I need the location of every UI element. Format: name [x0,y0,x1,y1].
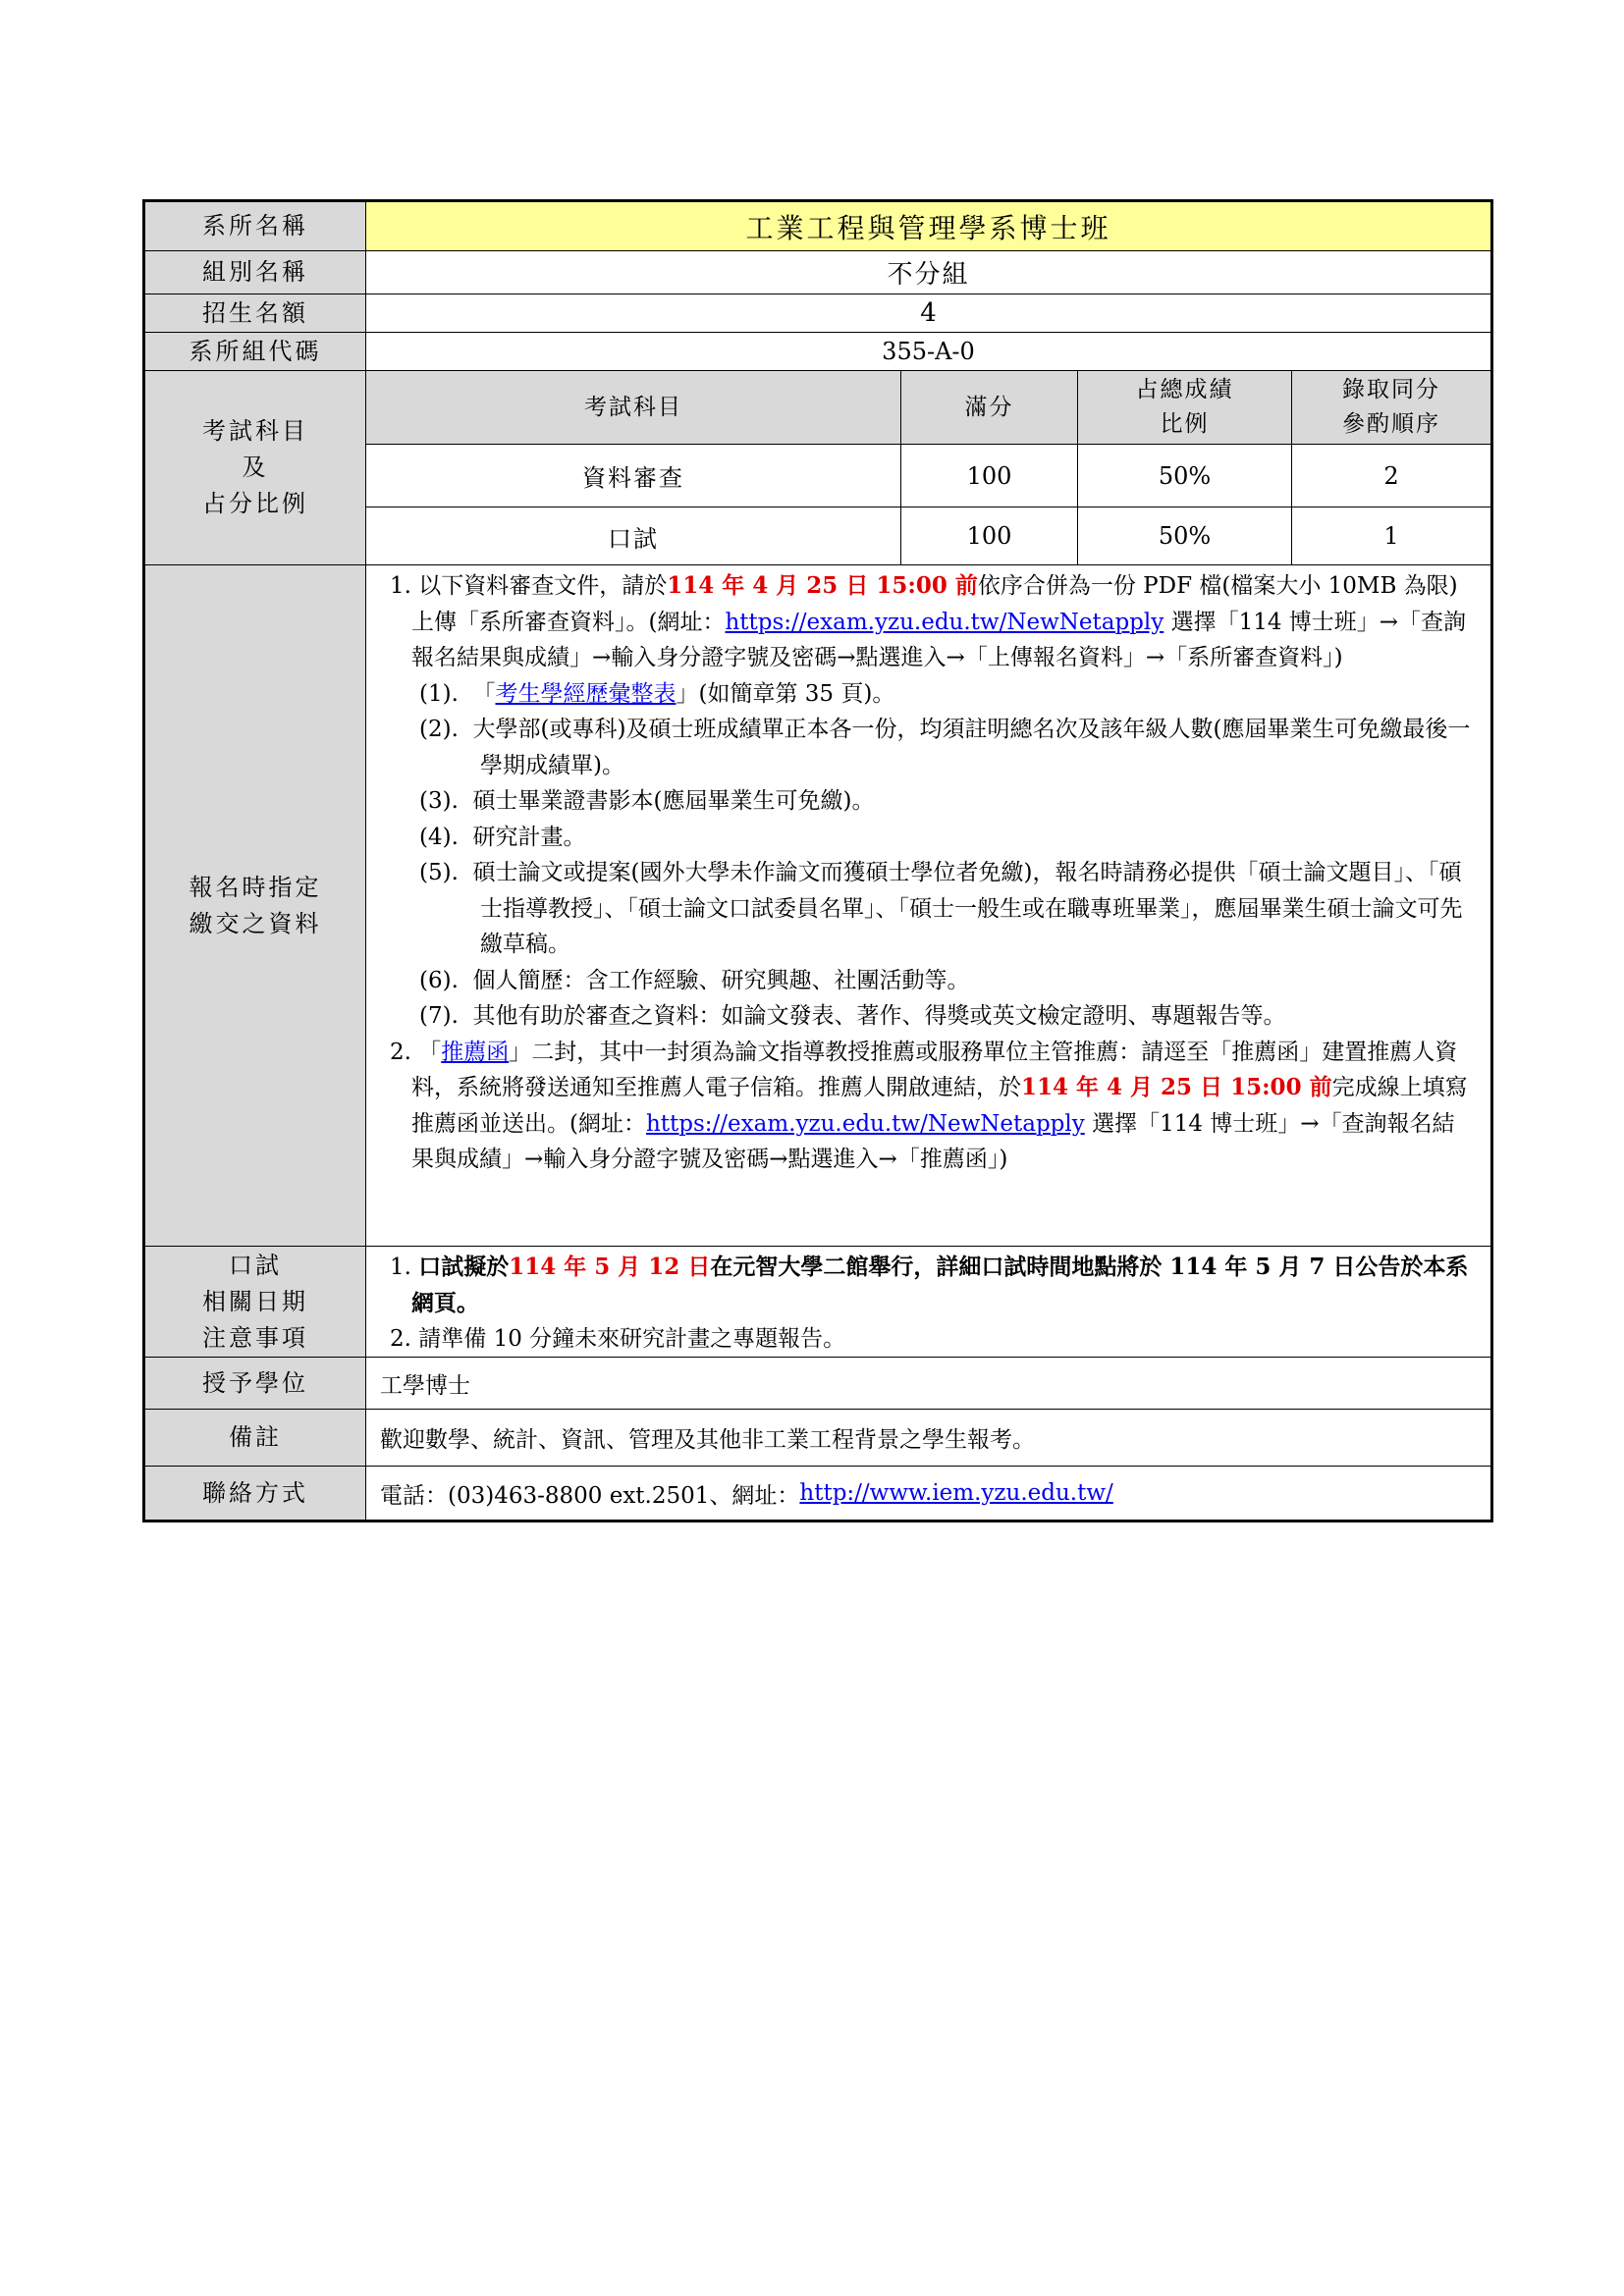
sub-item-number: (2). [419,717,459,742]
exam-header-subject: 考試科目 [366,371,901,445]
exam-label [145,371,366,565]
exam-label-line-1: 考試科目 [202,417,308,445]
admission-info-table [142,199,1493,1522]
materials-item-1 [380,568,1477,676]
sub-item-1 [380,676,1477,713]
oral-label-line-2: 相關日期 [202,1287,308,1315]
sub-item-text: 個人簡歷：含工作經驗、研究興趣、社團活動等。 [472,967,970,993]
contact-value [366,1467,1490,1520]
oral-label [145,1247,366,1358]
sub-item-7 [380,998,1477,1035]
item-text: 選擇「114 博士班」→「查詢報名結果與成績」→輸入身分證字號及密碼→點選進入→「上傳報名資料」→「系所審查資料」) [411,609,1467,670]
materials-item-2 [380,1035,1477,1178]
item-text: 以下資料審查文件，請於 [418,573,668,599]
oral-label-line-1: 口試 [229,1251,282,1279]
exam-label-line-2: 及 [242,454,269,481]
oral-item-1 [380,1250,1477,1321]
oral-content [366,1247,1490,1358]
exam-header-ratio-line-1: 占總成績 [1135,377,1234,402]
sub-item-number: (6). [419,967,459,993]
sub-item-2 [380,712,1477,783]
item-text: 完成線上填寫推薦函並送出。(網址： [411,1075,1468,1137]
department-name: 工業工程與管理學系博士班 [366,202,1490,251]
exam-row-2-ratio: 50% [1078,507,1292,565]
sub-item-text: 其他有助於審查之資料：如論文發表、著作、得獎或英文檢定證明、專題報告等。 [472,1003,1286,1029]
item-number: 2. [390,1039,411,1065]
exam-row-2-full-score: 100 [901,507,1078,565]
exam-row-2-priority: 1 [1292,507,1490,565]
exam-label-line-3: 占分比例 [202,490,308,517]
resume-summary-link[interactable]: 考生學經歷彙整表 [495,680,677,707]
materials-content [366,565,1490,1247]
item-text: 依序合併為一份 PDF 檔(檔案大小 10MB 為限) 上傳「系所審查資料」。(網址： [411,573,1458,635]
sub-item-5 [380,855,1477,963]
department-label: 系所名稱 [145,202,366,251]
contact-label: 聯絡方式 [145,1467,366,1520]
oral-date-highlight: 114 年 5 月 12 日 [509,1254,711,1280]
exam-row-1-full-score: 100 [901,445,1078,507]
recommendation-letter-link[interactable]: 推薦函 [441,1039,510,1065]
materials-label-line-1: 報名時指定 [189,873,322,901]
item-number: 1. [390,1255,411,1280]
exam-header-priority-line-1: 錄取同分 [1342,377,1440,402]
exam-row-2-subject: 口試 [366,507,901,565]
sub-item-number: (5). [419,860,459,885]
netapply-link[interactable]: https://exam.yzu.edu.tw/NewNetapply [725,609,1164,635]
exam-header-priority-line-2: 參酌順序 [1342,411,1440,437]
sub-item-text: 「 [472,680,496,707]
oral-label-line-3: 注意事項 [202,1323,308,1352]
item-text: 「 [418,1039,442,1065]
exam-row-1-priority: 2 [1292,445,1490,507]
netapply-link[interactable]: https://exam.yzu.edu.tw/NewNetapply [645,1110,1085,1137]
sub-item-4 [380,820,1477,856]
sub-item-number: (7). [419,1003,459,1029]
sub-item-3 [380,783,1477,820]
quota-label: 招生名額 [145,294,366,333]
sub-item-number: (1). [419,680,459,707]
deadline-highlight: 114 年 4 月 25 日 15:00 前 [1021,1074,1332,1100]
item-text: 口試擬於 [418,1254,510,1280]
item-text: 在元智大學二館舉行，詳細口試時間地點將於 114 年 5 月 7 日公告於本系網頁。 [411,1254,1469,1316]
quota-value: 4 [366,294,1490,333]
exam-row-1-ratio: 50% [1078,445,1292,507]
materials-label-line-2: 繳交之資料 [189,909,322,937]
exam-header-full-score: 滿分 [901,371,1078,445]
group-name: 不分組 [366,251,1490,294]
group-label: 組別名稱 [145,251,366,294]
sub-item-text: 研究計畫。 [472,824,586,850]
oral-item-2 [380,1321,1477,1358]
exam-header-ratio [1078,371,1292,445]
deadline-highlight: 114 年 4 月 25 日 15:00 前 [667,572,978,599]
remarks-value: 歡迎數學、統計、資訊、管理及其他非工業工程背景之學生報考。 [366,1410,1490,1467]
degree-label: 授予學位 [145,1358,366,1410]
item-number: 1. [390,573,411,599]
sub-item-number: (4). [419,824,459,850]
dept-code: 355-A-0 [366,333,1490,371]
exam-row-1-subject: 資料審查 [366,445,901,507]
materials-label [145,565,366,1247]
code-label: 系所組代碼 [145,333,366,371]
exam-header-ratio-line-2: 比例 [1160,411,1210,437]
remarks-label: 備註 [145,1410,366,1467]
sub-item-6 [380,963,1477,999]
item-text: 請準備 10 分鐘未來研究計畫之專題報告。 [418,1326,846,1352]
item-number: 2. [390,1326,411,1352]
item-text: 」二封，其中一封須為論文指導教授推薦或服務單位主管推薦：請逕至「推薦函」建置推薦人資料，系統將發送通知至推薦人電子信箱。推薦人開啟連結，於 [411,1039,1458,1100]
sub-item-text: 」(如簡章第 35 頁)。 [676,680,895,707]
exam-header-priority [1292,371,1490,445]
sub-item-number: (3). [419,788,459,814]
sub-item-text: 大學部(或專科)及碩士班成績單正本各一份，均須註明總名次及該年級人數(應屆畢業生可免繳最後一學期成績單)。 [472,717,1471,778]
sub-item-text: 碩士論文或提案(國外大學未作論文而獲碩士學位者免繳)，報名時請務必提供「碩士論文題目」、「碩士指導教授」、「碩士論文口試委員名單」、「碩士一般生或在職專班畢業」，應屆畢業生碩士論文可先繳草稿。 [472,860,1463,957]
sub-item-text: 碩士畢業證書影本(應屆畢業生可免繳)。 [472,788,875,814]
degree-value: 工學博士 [366,1358,1490,1410]
contact-text: 電話：(03)463-8800 ext.2501、網址： [380,1482,800,1509]
item-text: 選擇「114 博士班」→「查詢報名結果與成績」→輸入身分證字號及密碼→點選進入→「推薦函」) [411,1110,1455,1172]
department-website-link[interactable]: http://www.iem.yzu.edu.tw/ [799,1480,1113,1506]
